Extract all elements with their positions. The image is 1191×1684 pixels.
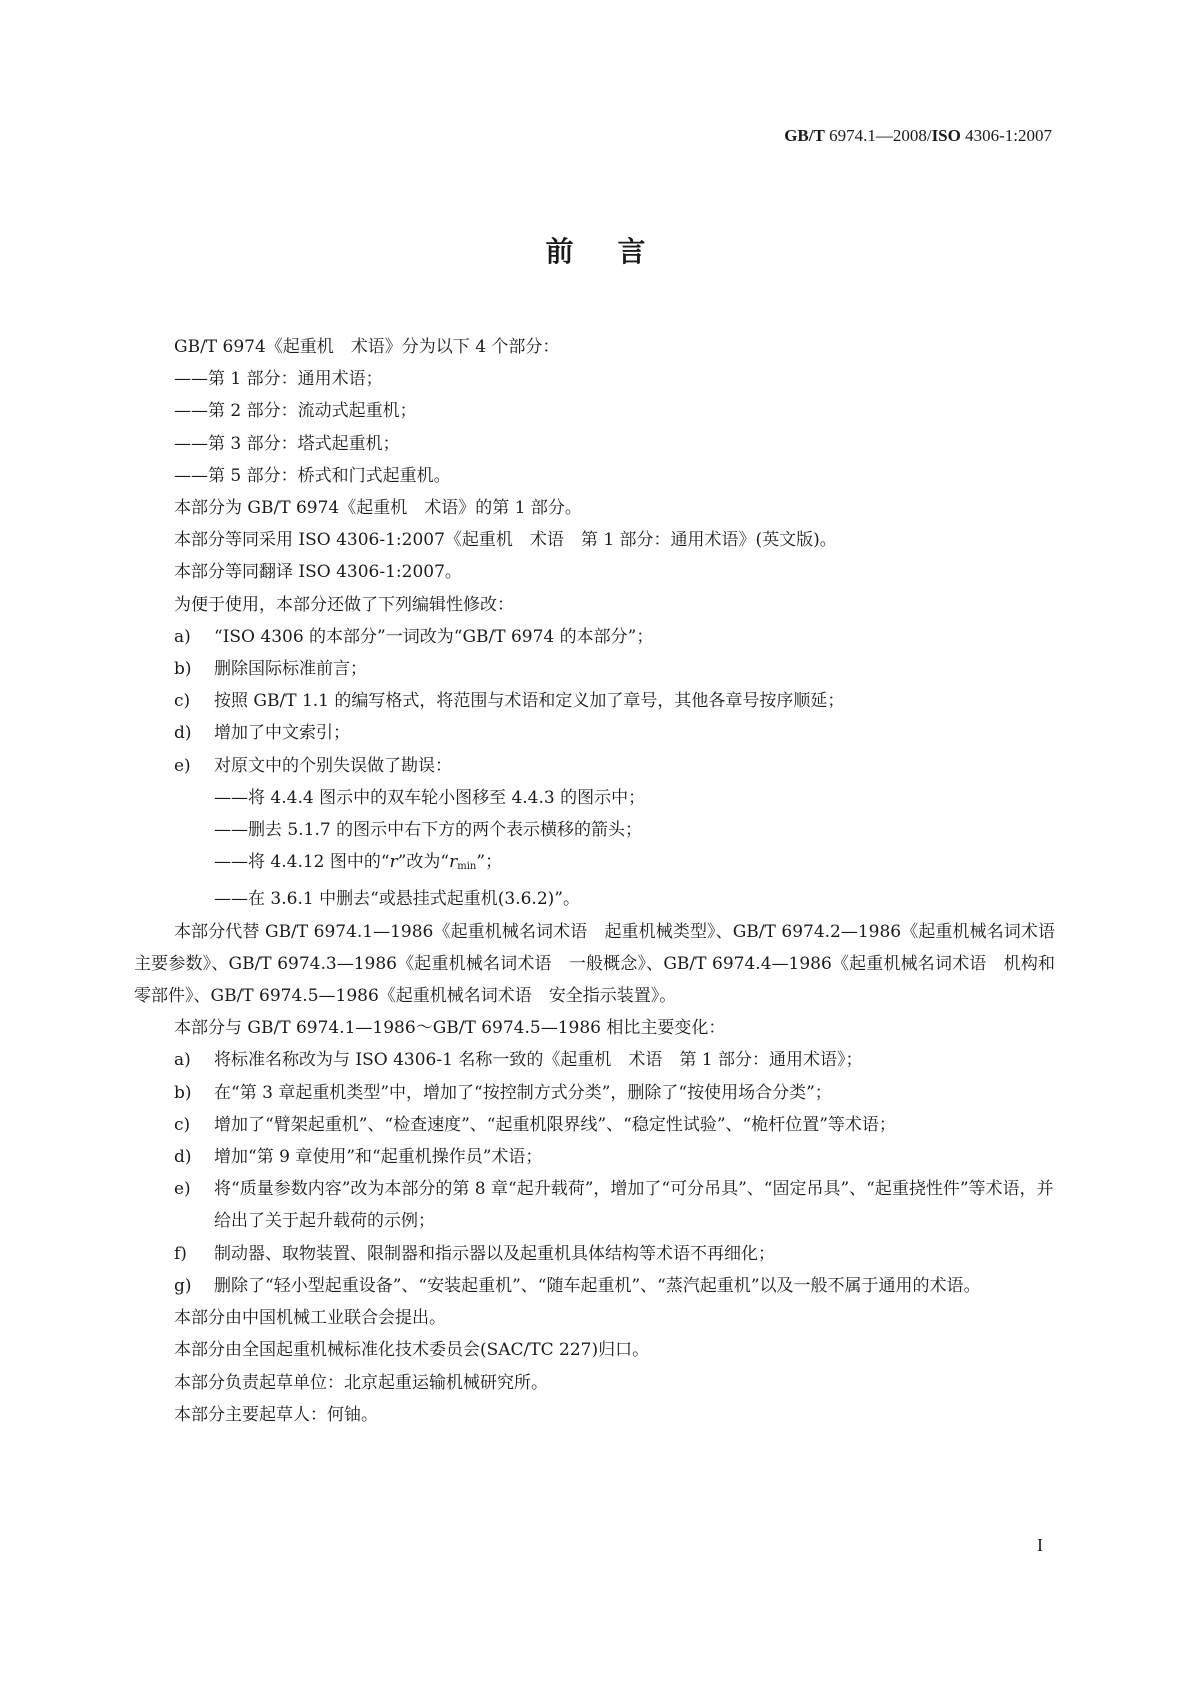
change-list-item [134, 1173, 1055, 1237]
list-text: 将“质量参数内容”改为本部分的第 8 章“起升载荷”，增加了“可分吊具”、“固定吊具”、“起重挠性件”等术语，并给出了关于起升载荷的示例； [214, 1179, 1054, 1232]
change-list-item [134, 1077, 1055, 1109]
list-marker: d) [174, 1147, 192, 1168]
list-marker: d) [174, 723, 192, 744]
list-marker: a) [174, 626, 191, 647]
change-list-item [134, 1270, 1055, 1302]
list-text: 删除了“轻小型起重设备”、“安装起重机”、“随车起重机”、“蒸汽起重机”以及一般不属于通用的术语。 [214, 1275, 981, 1296]
list-marker: e) [174, 1179, 191, 1200]
header-gbt: GB/T [784, 126, 825, 145]
list-text: 增加“第 9 章使用”和“起重机操作员”术语； [214, 1147, 543, 1168]
list-marker: f) [174, 1243, 187, 1264]
document-body [134, 331, 1072, 1431]
list-text: “ISO 4306 的本部分”一词改为“GB/T 6974 的本部分”； [214, 626, 654, 647]
part-list-item: ——第 2 部分：流动式起重机； [174, 401, 417, 422]
edit-list-item [134, 717, 1055, 749]
list-text: 按照 GB/T 1.1 的编写格式，将范围与术语和定义加了章号，其他各章号按序顺延； [214, 691, 845, 712]
change-list-item [134, 1044, 1055, 1076]
edit-list-item [134, 621, 1055, 653]
erratum-text: ”改为“ [397, 852, 450, 873]
statement-paragraph: 本部分等同翻译 ISO 4306-1:2007。 [174, 562, 462, 583]
erratum-item: ——删去 5.1.7 的图示中右下方的两个表示横移的箭头； [214, 820, 643, 841]
edit-list-item [134, 653, 1055, 685]
change-list-item [134, 1238, 1055, 1270]
part-list-item: ——第 5 部分：桥式和门式起重机。 [174, 465, 451, 486]
erratum-item: ——将 4.4.4 图示中的双车轮小图移至 4.4.3 的图示中； [214, 787, 646, 808]
erratum-text: ”； [476, 852, 503, 873]
list-text: 增加了“臂架起重机”、“检查速度”、“起重机限界线”、“稳定性试验”、“桅杆位置”等术语； [214, 1114, 896, 1135]
change-list-item [134, 1141, 1055, 1173]
list-marker: g) [174, 1275, 192, 1296]
header-iso: ISO [931, 126, 961, 145]
list-text: 制动器、取物装置、限制器和指示器以及起重机具体结构等术语不再细化； [214, 1243, 775, 1264]
statement-paragraph: 本部分为 GB/T 6974《起重机 术语》的第 1 部分。 [174, 498, 582, 519]
page-title: 前言 [545, 235, 690, 268]
statement-paragraph: 本部分由全国起重机械标准化技术委员会(SAC/TC 227)归口。 [174, 1340, 650, 1361]
standard-number-header [784, 126, 1052, 146]
page-number: I [1037, 1535, 1043, 1555]
edit-list-item [134, 750, 1055, 782]
subscript-min: min [457, 861, 477, 873]
symbol-r-min: r [449, 852, 458, 873]
statement-paragraph: 本部分等同采用 ISO 4306-1:2007《起重机 术语 第 1 部分：通用术语》(英文版)。 [174, 530, 837, 551]
part-list-item: ——第 3 部分：塔式起重机； [174, 433, 400, 454]
list-text: 在“第 3 章起重机类型”中，增加了“按控制方式分类”，删除了“按使用场合分类”； [214, 1082, 832, 1103]
part-list-item: ——第 1 部分：通用术语； [174, 369, 383, 390]
replaces-paragraph: 本部分代替 GB/T 6974.1—1986《起重机械名词术语 起重机械类型》、GB/T 6974.2—1986《起重机械名词术语 主要参数》、GB/T 6974.3—1986《起重机械名词术语 一般概念》、GB/T 6974.4—1986《起重机械名词术语 机构和零部件》、GB/T 6974.5—1986《起重机械名词术语 安全指示装置》。 [134, 921, 1072, 1007]
statement-paragraph: 本部分由中国机械工业联合会提出。 [174, 1308, 446, 1329]
erratum-text: ——将 4.4.12 图中的“ [214, 852, 390, 873]
list-text: 增加了中文索引； [214, 723, 350, 744]
list-marker: c) [174, 1114, 191, 1135]
statement-paragraph: 本部分主要起草人：何铀。 [174, 1404, 378, 1425]
list-marker: b) [174, 1082, 192, 1103]
change-list-item [134, 1109, 1055, 1141]
erratum-item: ——在 3.6.1 中删去“或悬挂式起重机(3.6.2)”。 [214, 889, 580, 910]
statement-paragraph: 本部分负责起草单位：北京起重运输机械研究所。 [174, 1372, 548, 1393]
erratum-item [134, 846, 1055, 883]
list-text: 对原文中的个别失误做了勘误： [214, 755, 452, 776]
list-marker: a) [174, 1050, 191, 1071]
symbol-r: r [389, 852, 398, 873]
list-marker: e) [174, 755, 191, 776]
list-marker: b) [174, 659, 192, 680]
statement-paragraph: 为便于使用，本部分还做了下列编辑性修改： [174, 594, 514, 615]
list-text: 删除国际标准前言； [214, 659, 367, 680]
intro-paragraph: GB/T 6974《起重机 术语》分为以下 4 个部分： [174, 337, 560, 357]
changes-intro: 本部分与 GB/T 6974.1—1986～GB/T 6974.5—1986 相比主要变化： [174, 1018, 726, 1039]
list-text: 将标准名称改为与 ISO 4306-1 名称一致的《起重机 术语 第 1 部分：通用术语》； [214, 1050, 863, 1071]
header-iso-number: 4306-1:2007 [960, 126, 1052, 145]
edit-list-item [134, 685, 1055, 717]
header-number: 6974.1—2008/ [824, 126, 932, 145]
list-marker: c) [174, 691, 191, 712]
